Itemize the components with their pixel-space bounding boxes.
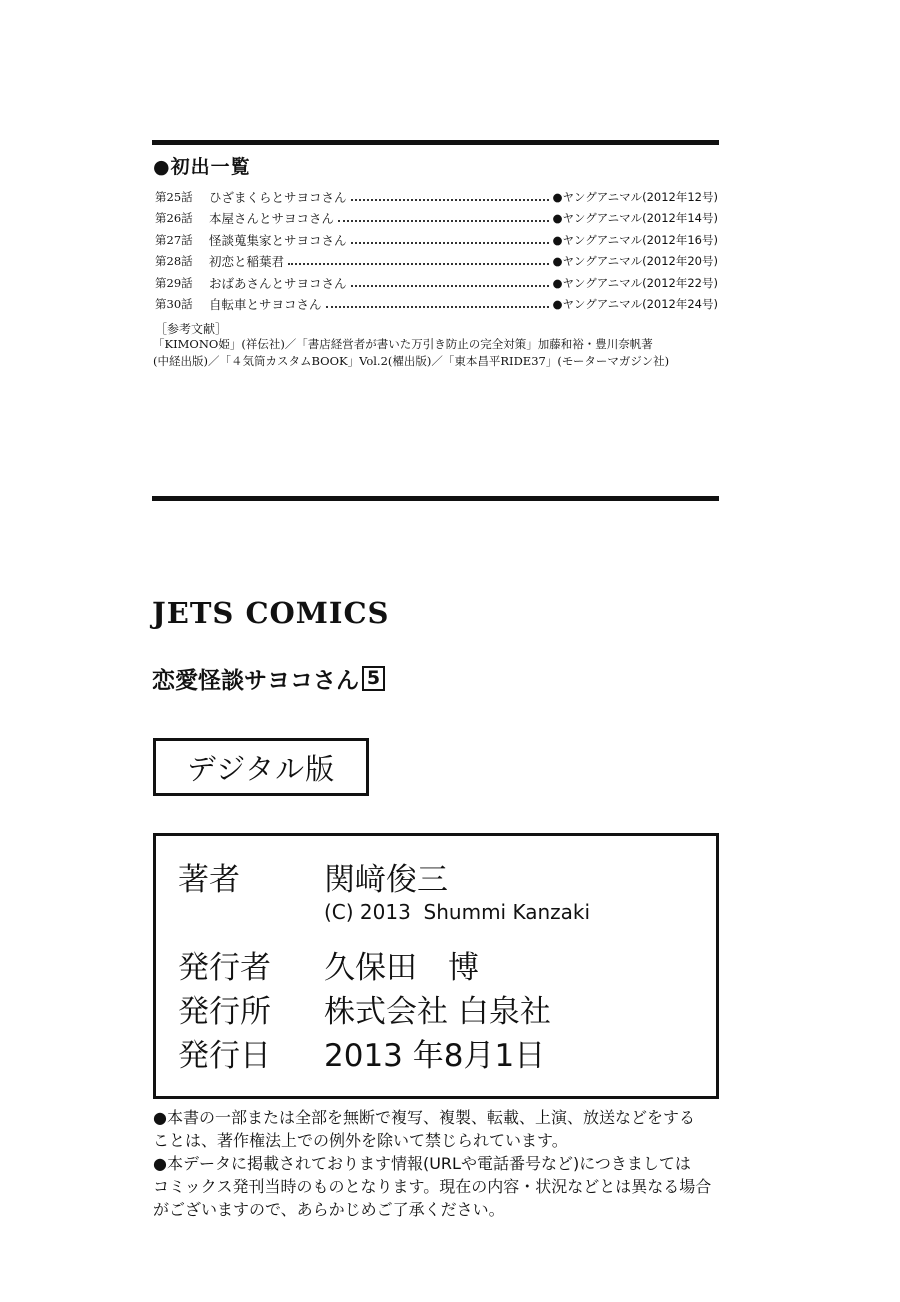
note-line: コミックス発刊当時のものとなります。現在の内容・状況などとは異なる場合 xyxy=(153,1177,712,1196)
divider-rule xyxy=(152,496,719,501)
chapter-title: 怪談蒐集家とサヨコさん xyxy=(209,232,347,248)
publisher-person: 久保田 博 xyxy=(324,950,479,986)
chapter-number: 第29話 xyxy=(155,275,193,290)
publish-date-label: 発行日 xyxy=(178,1038,271,1074)
note-line: がございますので、あらかじめご了承ください。 xyxy=(153,1200,505,1219)
imprint-label: JETS COMICS xyxy=(152,596,390,630)
chapter-source: ●ヤングアニマル(2012年16号) xyxy=(552,232,718,247)
publish-date: 2013 年8月1日 xyxy=(324,1038,546,1074)
references xyxy=(153,336,669,370)
legal-notes xyxy=(153,1106,753,1221)
chapter-title: おばあさんとサヨコさん xyxy=(209,275,347,291)
dot-leader xyxy=(351,199,549,201)
colophon-box xyxy=(153,833,719,1099)
chapter-title: 自転車とサヨコさん xyxy=(209,297,322,313)
reference-line: 「KIMONO姫」(祥伝社)／「書店経営者が書いた万引き防止の完全対策」加藤和裕・豊川奈帆著 xyxy=(153,337,653,351)
volume-number: 5 xyxy=(362,666,385,691)
chapter-source: ●ヤングアニマル(2012年24号) xyxy=(552,297,718,312)
chapter-number: 第28話 xyxy=(155,254,193,269)
note-line: ●本書の一部または全部を無断で複写、複製、転載、上演、放送などをする xyxy=(153,1108,695,1127)
publisher-label: 発行所 xyxy=(178,994,271,1030)
dot-leader xyxy=(351,242,549,244)
dot-leader xyxy=(288,263,548,265)
chapter-number: 第26話 xyxy=(155,211,193,226)
chapter-source: ●ヤングアニマル(2012年22号) xyxy=(552,275,718,290)
note-line: ことは、著作権法上での例外を除いて禁じられています。 xyxy=(153,1131,568,1150)
chapter-title: 初恋と稲葉君 xyxy=(209,254,285,270)
chapter-row xyxy=(155,229,718,251)
chapter-number: 第27話 xyxy=(155,232,193,247)
reference-line: (中経出版)／「４気筒カスタムBOOK」Vol.2(櫂出版)／「東本昌平RIDE37」(モーターマガジン社) xyxy=(153,354,670,368)
author-label: 著者 xyxy=(178,862,240,898)
note-line: ●本データに掲載されております情報(URLや電話番号など)につきましては xyxy=(153,1154,691,1173)
publisher-name: 株式会社 白泉社 xyxy=(324,994,551,1030)
chapter-list xyxy=(155,186,718,315)
chapter-number: 第25話 xyxy=(155,189,193,204)
chapter-source: ●ヤングアニマル(2012年20号) xyxy=(552,254,718,269)
author-name: 関﨑俊三 xyxy=(324,862,448,898)
digital-edition-label: デジタル版 xyxy=(153,738,369,796)
chapter-row xyxy=(155,208,718,230)
copyright-notice: (C) 2013 Shummi Kanzaki xyxy=(324,900,591,924)
chapter-source: ●ヤングアニマル(2012年14号) xyxy=(552,211,718,226)
references-heading: ［参考文献］ xyxy=(155,322,228,336)
chapter-number: 第30話 xyxy=(155,297,193,312)
top-rule xyxy=(152,140,719,145)
dot-leader xyxy=(326,306,549,308)
book-title xyxy=(152,662,385,695)
chapter-row xyxy=(155,272,718,294)
chapter-row xyxy=(155,251,718,273)
dot-leader xyxy=(338,220,548,222)
first-appearance-heading: ●初出一覧 xyxy=(153,156,251,178)
chapter-title: 本屋さんとサヨコさん xyxy=(209,211,335,227)
dot-leader xyxy=(351,285,549,287)
chapter-row xyxy=(155,294,718,316)
chapter-source: ●ヤングアニマル(2012年12号) xyxy=(552,189,718,204)
publisher-person-label: 発行者 xyxy=(178,950,271,986)
chapter-title: ひざまくらとサヨコさん xyxy=(209,189,347,205)
chapter-row xyxy=(155,186,718,208)
book-title-text: 恋愛怪談サヨコさん xyxy=(152,668,359,694)
